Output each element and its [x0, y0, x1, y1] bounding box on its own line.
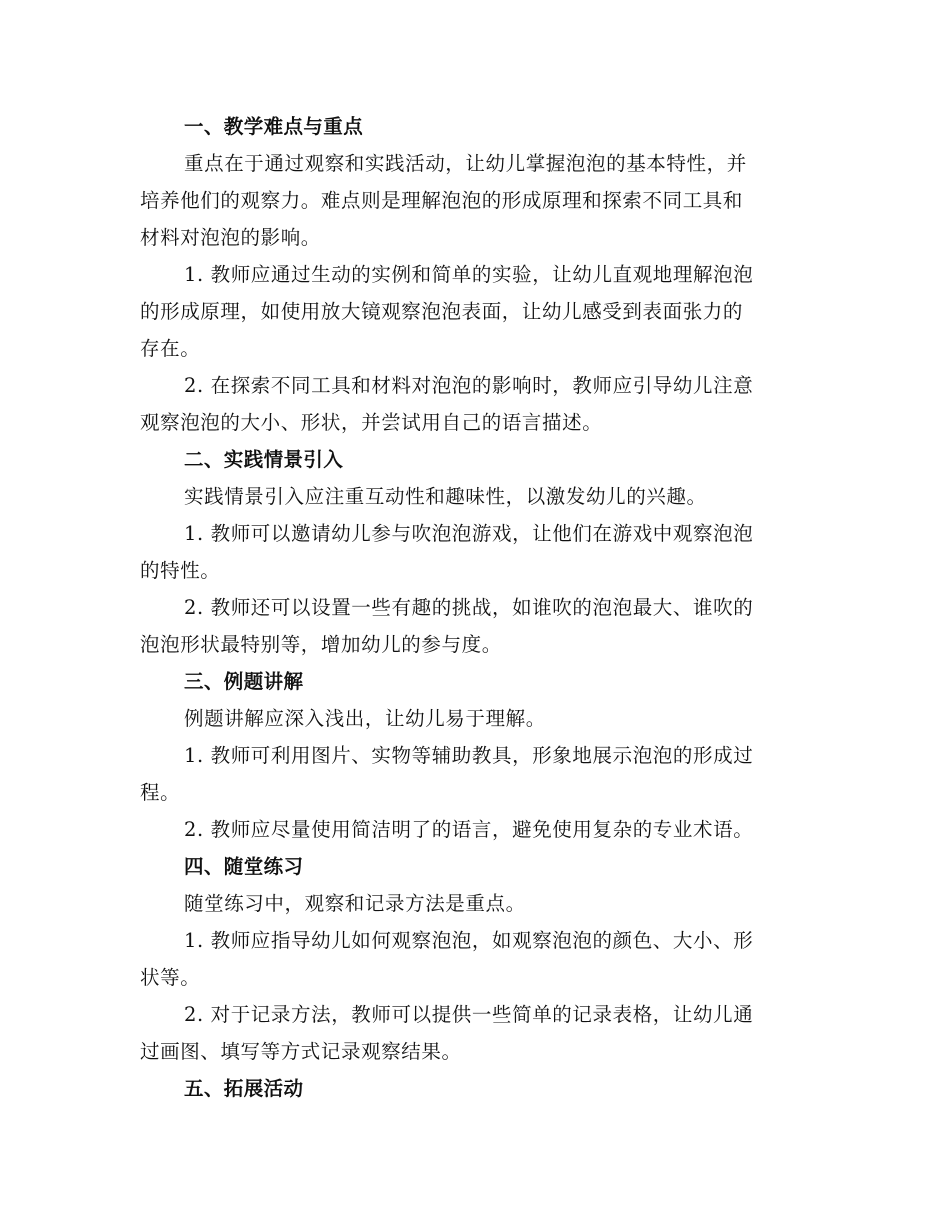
document-body [140, 108, 808, 1107]
paragraph [140, 515, 808, 589]
section-heading: 四、随堂练习 [184, 855, 304, 878]
paragraph-line: 重点在于通过观察和实践活动，让幼儿掌握泡泡的基本特性，并 [184, 152, 747, 175]
paragraph [140, 367, 808, 441]
paragraph-line: 观察泡泡的大小、形状，并尝试用自己的语言描述。 [140, 411, 603, 434]
section-heading: 五、拓展活动 [184, 1077, 304, 1100]
section-heading: 一、教学难点与重点 [184, 115, 364, 138]
paragraph-line: 的形成原理，如使用放大镜观察泡泡表面，让幼儿感受到表面张力的 [140, 300, 744, 323]
paragraph-line: 2. 教师应尽量使用简洁明了的语言，避免使用复杂的专业术语。 [184, 818, 754, 841]
paragraph [140, 589, 808, 663]
paragraph-line: 例题讲解应深入浅出，让幼儿易于理解。 [184, 707, 546, 730]
paragraph [140, 811, 808, 848]
section-heading: 二、实践情景引入 [184, 448, 344, 471]
paragraph-line: 过画图、填写等方式记录观察结果。 [140, 1040, 462, 1063]
paragraph-line: 2. 在探索不同工具和材料对泡泡的影响时，教师应引导幼儿注意 [184, 374, 754, 397]
paragraph [140, 256, 808, 367]
paragraph [140, 996, 808, 1070]
paragraph-line: 随堂练习中，观察和记录方法是重点。 [184, 892, 526, 915]
paragraph-line: 1. 教师应通过生动的实例和简单的实验，让幼儿直观地理解泡泡 [184, 263, 754, 286]
paragraph-line: 材料对泡泡的影响。 [140, 226, 321, 249]
paragraph-line: 培养他们的观察力。难点则是理解泡泡的形成原理和探索不同工具和 [140, 189, 744, 212]
paragraph [140, 885, 808, 922]
paragraph-line: 1. 教师可以邀请幼儿参与吹泡泡游戏，让他们在游戏中观察泡泡 [184, 522, 754, 545]
paragraph [140, 478, 808, 515]
section-heading: 三、例题讲解 [184, 670, 304, 693]
paragraph-line: 实践情景引入应注重互动性和趣味性，以激发幼儿的兴趣。 [184, 485, 707, 508]
paragraph-line: 存在。 [140, 337, 201, 360]
paragraph-line: 1. 教师可利用图片、实物等辅助教具，形象地展示泡泡的形成过 [184, 744, 754, 767]
paragraph [140, 922, 808, 996]
paragraph [140, 145, 808, 256]
paragraph-line: 2. 教师还可以设置一些有趣的挑战，如谁吹的泡泡最大、谁吹的 [184, 596, 754, 619]
paragraph [140, 737, 808, 811]
paragraph [140, 700, 808, 737]
paragraph-line: 的特性。 [140, 559, 221, 582]
paragraph-line: 泡泡形状最特别等，增加幼儿的参与度。 [140, 633, 502, 656]
paragraph-line: 程。 [140, 781, 181, 804]
paragraph-line: 状等。 [140, 966, 201, 989]
paragraph-line: 1. 教师应指导幼儿如何观察泡泡，如观察泡泡的颜色、大小、形 [184, 929, 754, 952]
paragraph-line: 2. 对于记录方法，教师可以提供一些简单的记录表格，让幼儿通 [184, 1003, 754, 1026]
